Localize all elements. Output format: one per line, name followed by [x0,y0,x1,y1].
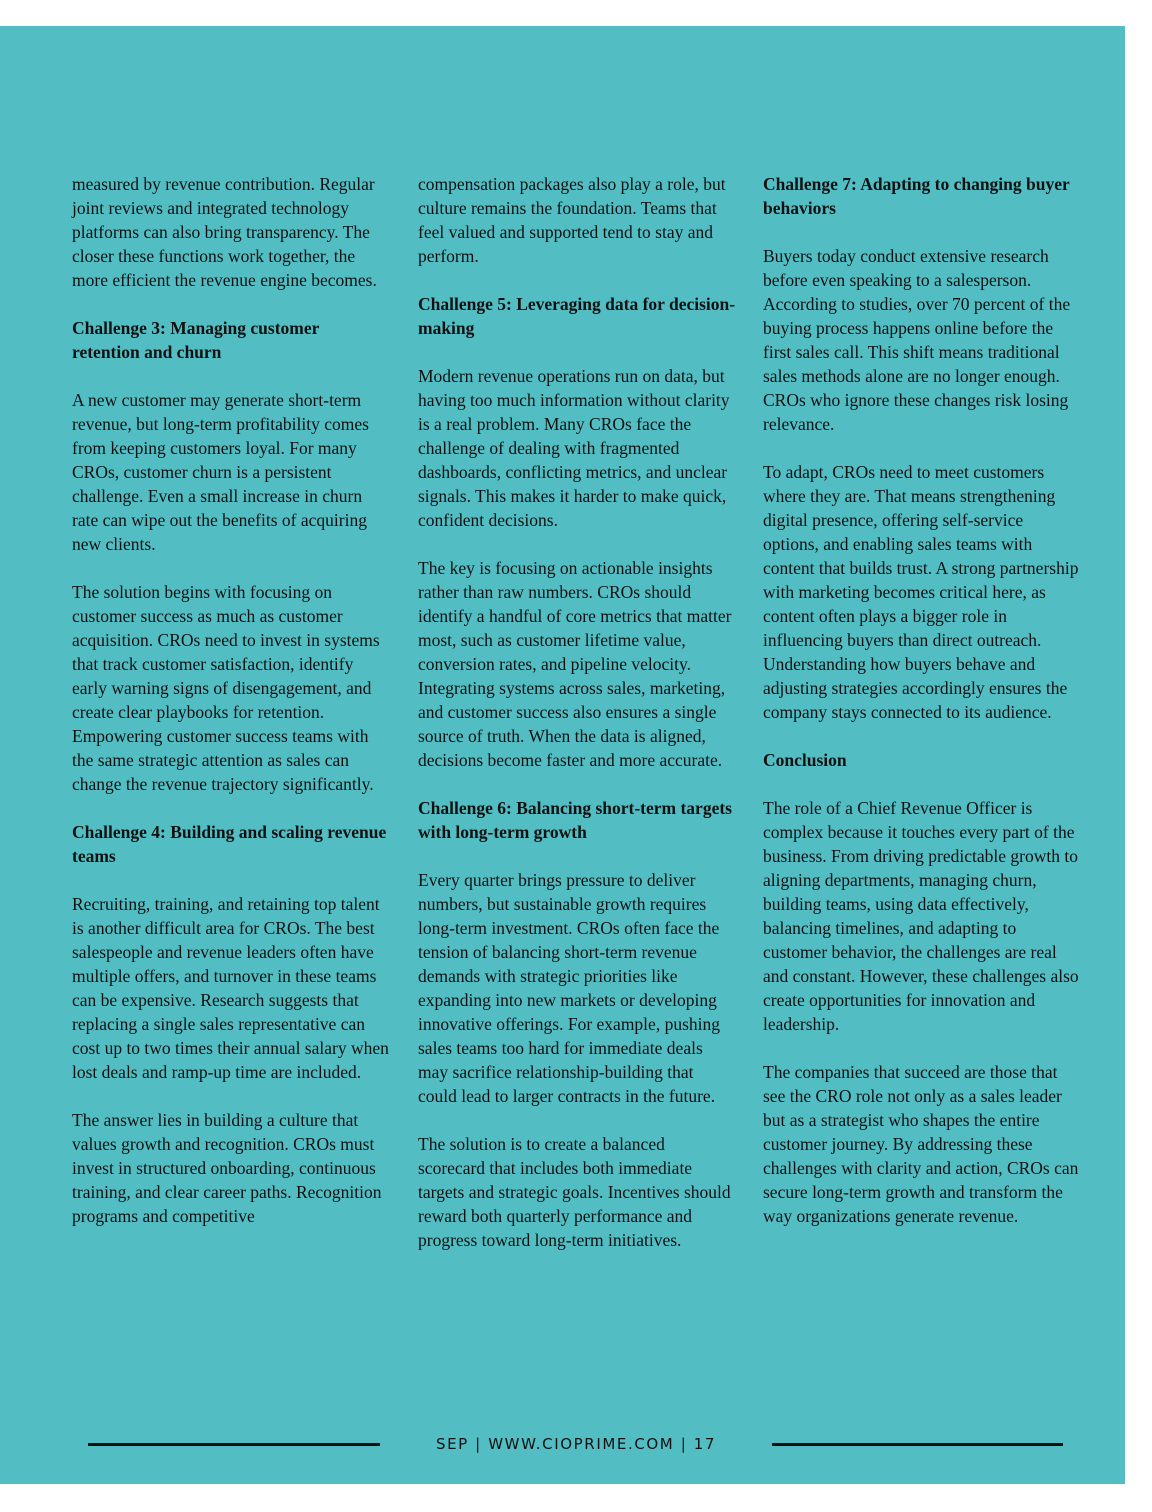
paragraph: The solution begins with focusing on customer success as much as customer acquisition. CROs need to invest in systems that track customer satisfaction, identify early warning signs of disengagement, and create clear playbooks for retention. Empowering customer success teams with the same strategic attention as sales can change the revenue trajectory significantly. [72,582,380,794]
paragraph: A new customer may generate short-term revenue, but long-term profitability comes from keeping customers loyal. For many CROs, customer churn is a persistent challenge. Even a small increase in churn rate can wipe out the benefits of acquiring new clients. [72,390,369,554]
section-heading-challenge-6: Challenge 6: Balancing short-term targets with long-term growth [418,798,732,842]
footer-divider-right [772,1443,1063,1446]
paragraph: Buyers today conduct extensive research before even speaking to a salesperson. According to studies, over 70 percent of the buying process happens online before the first sales call. This shift means traditional sales methods alone are no longer enough. CROs who ignore these changes risk losing relevance. [763,246,1071,434]
section-heading-conclusion: Conclusion [763,750,847,770]
page-footer [0,1432,1152,1458]
footer-text: SEP | WWW.CIOPRIME.COM | 17 [435,1435,717,1453]
section-heading-challenge-4: Challenge 4: Building and scaling revenue teams [72,822,387,866]
article-column-3 [763,172,1081,1252]
paragraph: Recruiting, training, and retaining top talent is another difficult area for CROs. The best salespeople and revenue leaders often have multiple offers, and turnover in these teams can be expensive. Research suggests that replacing a single sales representative can cost up to two times their annual salary when lost deals and ramp-up time are included. [72,894,389,1082]
paragraph: To adapt, CROs need to meet customers where they are. That means strengthening digital presence, offering self-service options, and enabling sales teams with content that builds trust. A strong partnership with marketing becomes critical here, as content often plays a bigger role in influencing buyers than direct outreach. Understanding how buyers behave and adjusting strategies accordingly ensures the company stays connected to its audience. [763,462,1079,722]
paragraph: The key is focusing on actionable insights rather than raw numbers. CROs should identify a handful of core metrics that matter most, such as customer lifetime value, conversion rates, and pipeline velocity. Integrating systems across sales, marketing, and customer success also ensures a single source of truth. When the data is aligned, decisions become faster and more accurate. [418,558,732,770]
paragraph: The answer lies in building a culture that values growth and recognition. CROs must invest in structured onboarding, continuous training, and clear career paths. Recognition programs and competitive [72,1110,382,1226]
paragraph: measured by revenue contribution. Regular joint reviews and integrated technology platforms can also bring transparency. The closer these functions work together, the more efficient the revenue engine becomes. [72,174,377,290]
footer-divider-left [88,1443,380,1446]
paragraph: Modern revenue operations run on data, but having too much information without clarity is a real problem. Many CROs face the challenge of dealing with fragmented dashboards, conflicting metrics, and unclear signals. This makes it harder to make quick, confident decisions. [418,366,730,530]
article-column-2 [418,172,736,1276]
paragraph: Every quarter brings pressure to deliver numbers, but sustainable growth requires long-term investment. CROs often face the tension of balancing short-term revenue demands with strategic priorities like expanding into new markets or developing innovative offerings. For example, pushing sales teams too hard for immediate deals may sacrifice relationship-building that could lead to larger contracts in the future. [418,870,720,1106]
section-heading-challenge-3: Challenge 3: Managing customer retention and churn [72,318,320,362]
paragraph: The role of a Chief Revenue Officer is complex because it touches every part of the business. From driving predictable growth to aligning departments, managing churn, building teams, using data effectively, balancing timelines, and adapting to customer behavior, the challenges are real and constant. However, these challenges also create opportunities for innovation and leadership. [763,798,1079,1034]
section-heading-challenge-7: Challenge 7: Adapting to changing buyer behaviors [763,174,1070,218]
paragraph: The companies that succeed are those that see the CRO role not only as a sales leader but as a strategist who shapes the entire customer journey. By addressing these challenges with clarity and action, CROs can secure long-term growth and transform the way organizations generate revenue. [763,1062,1079,1226]
article-column-1 [72,172,390,1252]
paragraph: compensation packages also play a role, but culture remains the foundation. Teams that feel valued and supported tend to stay and perform. [418,174,726,266]
section-heading-challenge-5: Challenge 5: Leveraging data for decision-making [418,294,736,338]
paragraph: The solution is to create a balanced scorecard that includes both immediate targets and strategic goals. Incentives should reward both quarterly performance and progress toward long-term initiatives. [418,1134,731,1250]
